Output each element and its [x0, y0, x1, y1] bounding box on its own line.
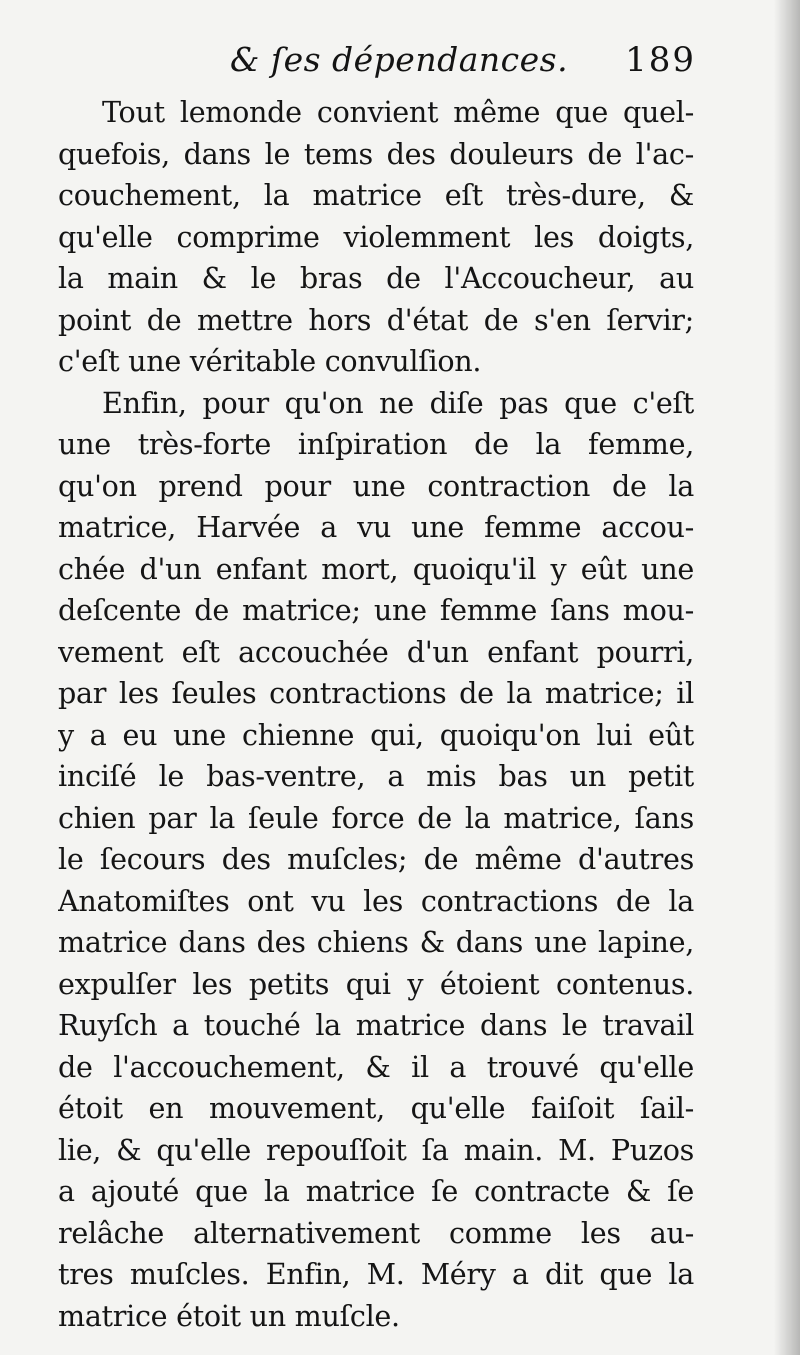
- text-line: expulſer les petits qui y étoient contenus.: [58, 966, 694, 1001]
- text-line: étoit en mouvement, qu'elle faiſoit ſail-: [58, 1091, 694, 1125]
- text-line: y a eu une chienne qui, quoiqu'on lui eût: [58, 717, 694, 752]
- text-line: tres muſcles. Enfin, M. Méry a dit que la: [58, 1257, 694, 1291]
- body-text: [58, 92, 694, 1337]
- text-line: Enfin, pour qu'on ne diſe pas que c'eſt: [102, 385, 694, 420]
- text-line: chien par la ſeule force de la matrice, ſans: [58, 800, 694, 835]
- text-line: relâche alternativement comme les au-: [58, 1215, 694, 1250]
- text-line: qu'on prend pour une contraction de la: [58, 468, 694, 503]
- text-line: a ajouté que la matrice ſe contracte & ſe: [58, 1174, 694, 1208]
- running-head: & ſes dépendances.: [230, 40, 569, 79]
- text-line: matrice dans des chiens & dans une lapine,: [58, 925, 694, 959]
- text-line: vement eſt accouchée d'un enfant pourri,: [58, 634, 694, 669]
- text-line: le ſecours des muſcles; de même d'autres: [58, 842, 694, 876]
- text-line: la main & le bras de l'Accoucheur, au: [58, 261, 694, 295]
- text-line: une très-forte inſpiration de la femme,: [58, 427, 694, 461]
- text-line: c'eſt une véritable convulſion.: [58, 344, 482, 378]
- text-line: inciſé le bas-ventre, a mis bas un petit: [58, 759, 694, 793]
- text-line: lie, & qu'elle repouſſoit ſa main. M. Puzos: [58, 1132, 694, 1167]
- text-line: deſcente de matrice; une femme ſans mou-: [58, 593, 694, 627]
- paragraph-1: [58, 92, 694, 383]
- page-edge-shadow: [774, 0, 800, 1355]
- text-line: Tout lemonde convient même que quel-: [102, 95, 694, 129]
- page-number: 189: [625, 40, 696, 80]
- text-line: par les ſeules contractions de la matrice; il: [58, 676, 694, 710]
- text-line: matrice, Harvée a vu une femme accou-: [58, 510, 694, 544]
- text-line: qu'elle comprime violemment les doigts,: [58, 219, 694, 254]
- text-line: quefois, dans le tems des douleurs de l'ac-: [58, 136, 694, 171]
- text-line: Anatomiſtes ont vu les contractions de la: [58, 883, 694, 918]
- text-line: Ruyſch a touché la matrice dans le travail: [58, 1008, 694, 1042]
- text-line: chée d'un enfant mort, quoiqu'il y eût une: [58, 551, 694, 586]
- paragraph-2: [58, 383, 694, 1338]
- text-line: de l'accouchement, & il a trouvé qu'elle: [58, 1049, 694, 1084]
- page-header: [56, 36, 696, 88]
- text-line: point de mettre hors d'état de s'en ſervir;: [58, 302, 694, 337]
- text-line: couchement, la matrice eſt très-dure, &: [58, 178, 694, 212]
- text-line: matrice étoit un muſcle.: [58, 1298, 400, 1333]
